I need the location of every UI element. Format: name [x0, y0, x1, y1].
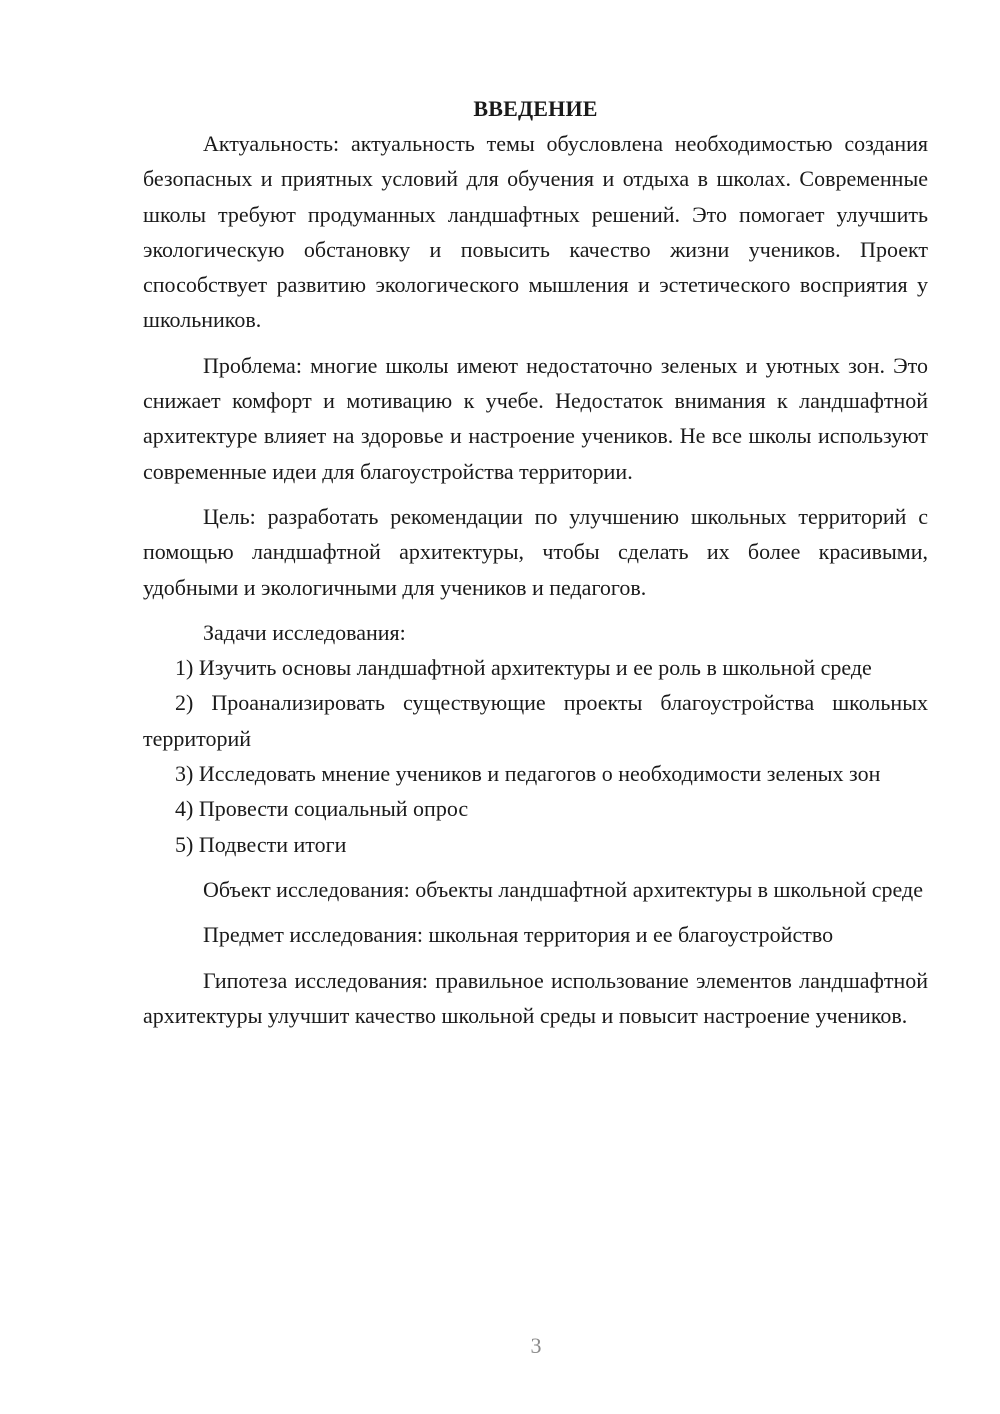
- paragraph-subject: Предмет исследования: школьная территория и ее благоустройство: [203, 922, 834, 948]
- tasks-heading: Задачи исследования:: [203, 619, 406, 645]
- task-item-4: 4) Провести социальный опрос: [175, 796, 469, 822]
- paragraph-object: Объект исследования: объекты ландшафтной архитектуры в школьной среде: [203, 876, 923, 902]
- task-item-2: 2) Проанализировать существующие проекты благоустройства школьных территорий: [143, 690, 928, 751]
- paragraph-hypothesis: Гипотеза исследования: правильное использование элементов ландшафтной архитектуры улучшит качество школьной среды и повысит настроение учеников.: [143, 967, 928, 1028]
- task-item-1: 1) Изучить основы ландшафтной архитектуры и ее роль в школьной среде: [175, 655, 872, 681]
- document-page: [143, 92, 928, 1033]
- paragraph-relevance: Актуальность: актуальность темы обусловлена необходимостью создания безопасных и приятных условий для обучения и отдыха в школах. Современные школы требуют продуманных ландшафтных решений. Это помогает улучшить экологическую обстановку и повысить качество жизни учеников. Проект способствует развитию экологического мышления и эстетического восприятия у школьников.: [143, 131, 928, 333]
- task-item-5: 5) Подвести итоги: [175, 831, 347, 857]
- paragraph-problem: Проблема: многие школы имеют недостаточно зеленых и уютных зон. Это снижает комфорт и мотивацию к учебе. Недостаток внимания к ландшафтной архитектуре влияет на здоровье и настроение учеников. Не все школы используют современные идеи для благоустройства территории.: [143, 352, 928, 484]
- paragraph-goal: Цель: разработать рекомендации по улучшению школьных территорий с помощью ландшафтной архитектуры, чтобы сделать их более красивыми, удобными и экологичными для учеников и педагогов.: [143, 503, 928, 600]
- section-title: ВВЕДЕНИЕ: [473, 96, 598, 121]
- page-number: 3: [530, 1333, 542, 1358]
- task-item-3: 3) Исследовать мнение учеников и педагогов о необходимости зеленых зон: [175, 761, 881, 787]
